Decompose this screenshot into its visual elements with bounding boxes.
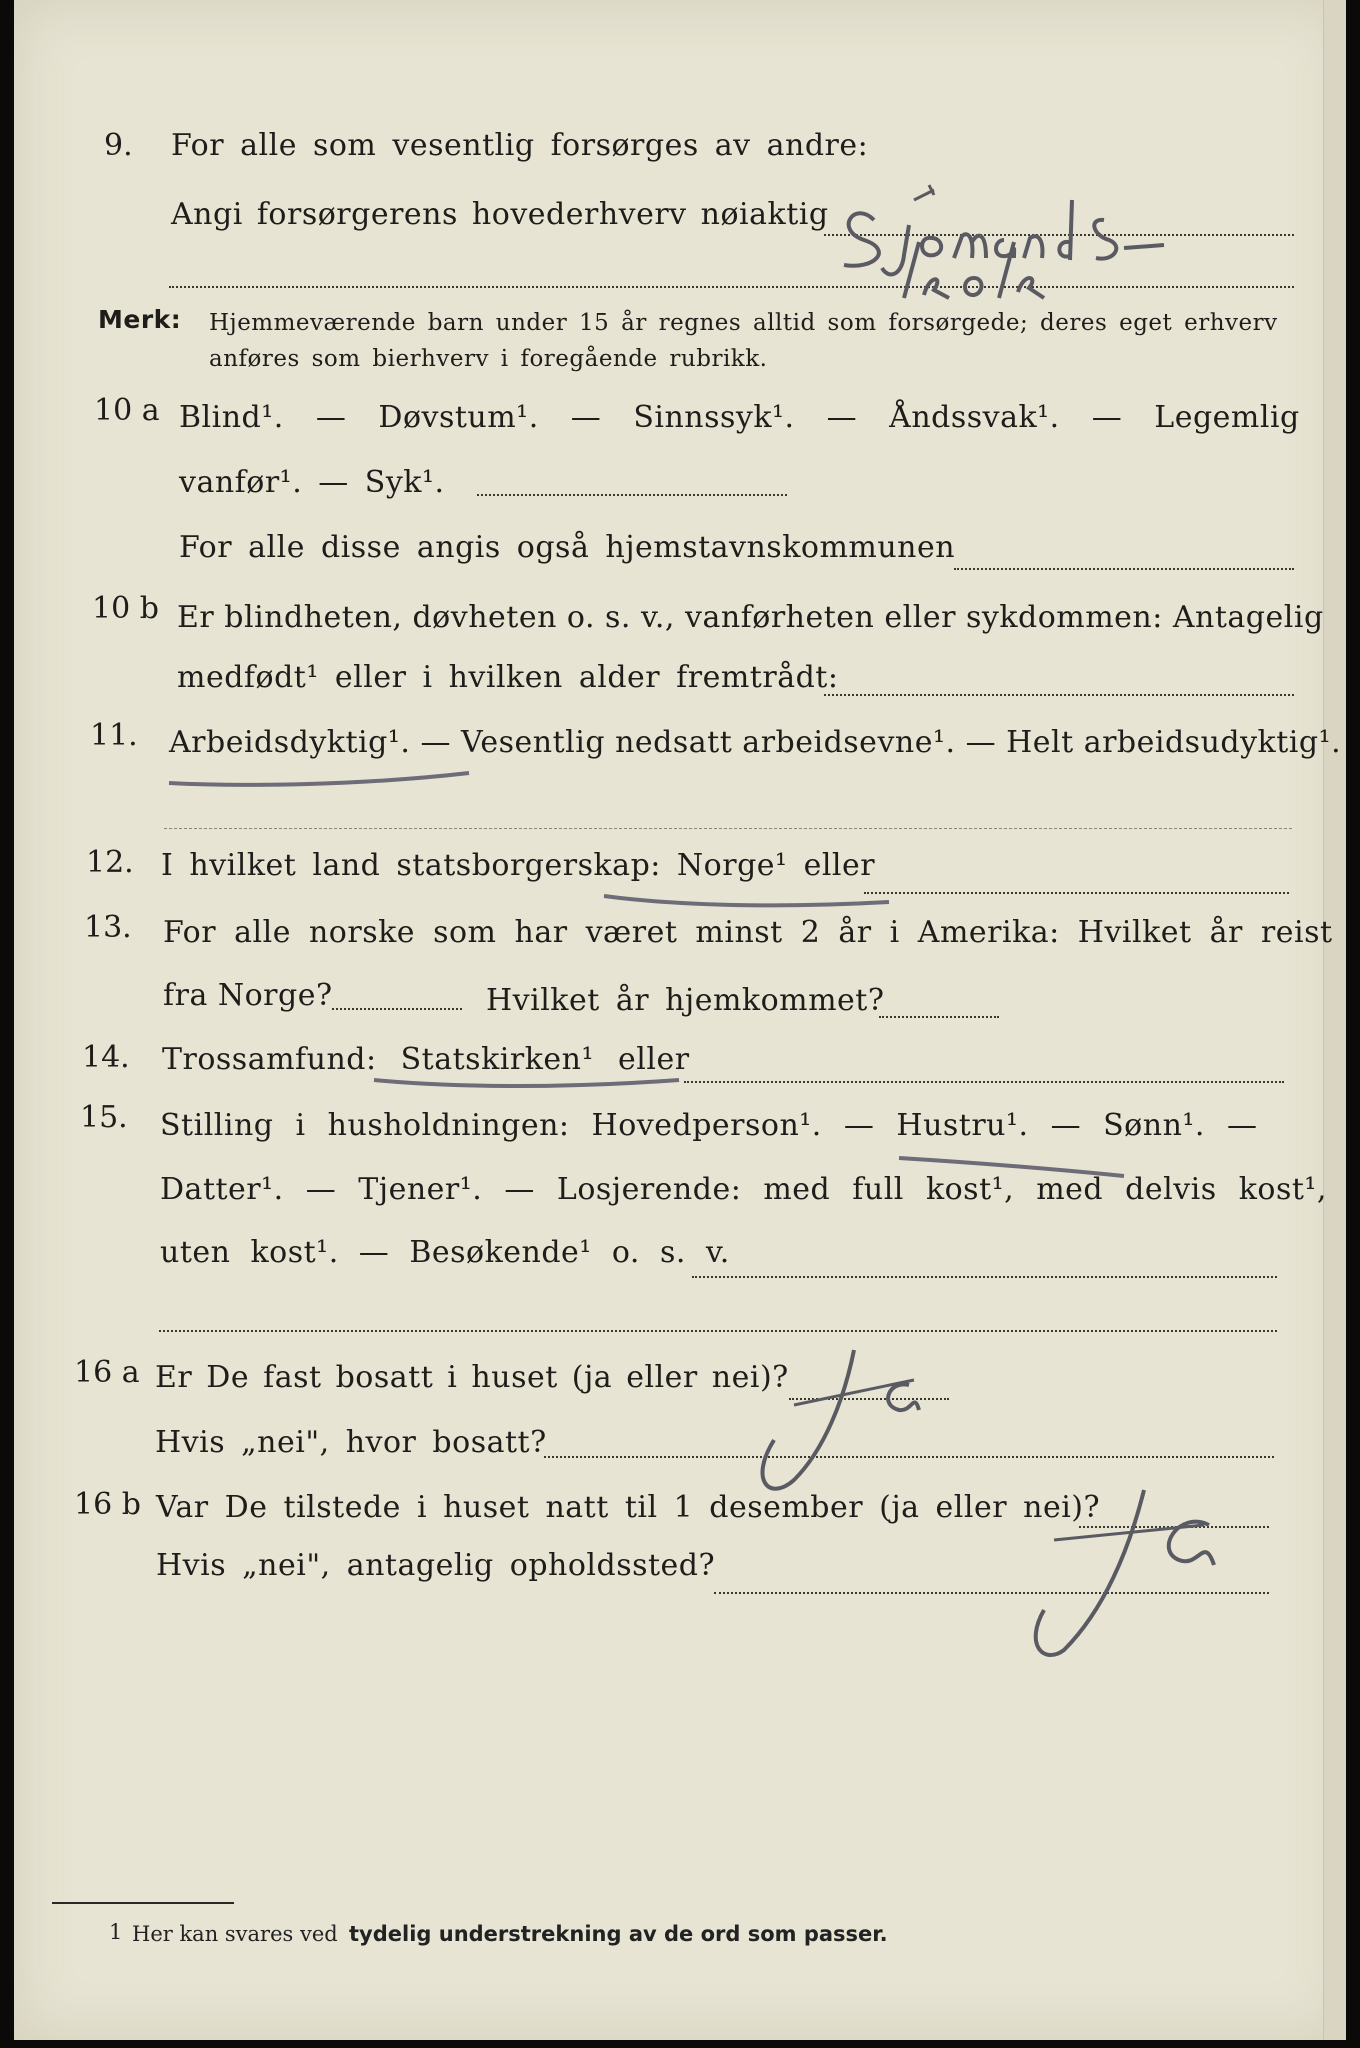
q15-question-line2: Datter¹. — Tjener¹. — Losjerende: med full kost¹, med delvis kost¹, [160, 1172, 1327, 1207]
merk-text-line2: anføres som bierhverv i foregående rubrikk. [209, 346, 768, 372]
q12-answer-line [864, 892, 1289, 894]
q12-underline-mark [599, 886, 899, 912]
q10b-answer-line [824, 694, 1294, 696]
merk-text-line1: Hjemmeværende barn under 15 år regnes alltid som forsørgede; deres eget erhverv [209, 310, 1278, 336]
merk-label: Merk: [98, 305, 182, 334]
q16b-question-line2: Hvis „nei", antagelig opholdssted? [156, 1548, 716, 1583]
q10a-hjemstavn-line [954, 568, 1294, 570]
q10b-question-line2: medfødt¹ eller i hvilken alder fremtrådt: [177, 660, 839, 695]
q13-question-line2a: fra Norge? [163, 978, 333, 1013]
q10b-question-line1: Er blindheten, døvheten o. s. v., vanførheten eller sykdommen: Antagelig [177, 600, 1324, 635]
q14-number: 14. [82, 1040, 130, 1075]
q13-reist-line [332, 1008, 462, 1010]
q16b-question-line1: Var De tilstede i huset natt til 1 desember (ja eller nei)? [156, 1490, 1101, 1525]
q10a-question-line3: For alle disse angis også hjemstavnskommunen [179, 530, 956, 565]
q15-question-line1: Stilling i husholdningen: Hovedperson¹. — Hustru¹. — Sønn¹. — [160, 1108, 1258, 1143]
q15-question-line3: uten kost¹. — Besøkende¹ o. s. v. [160, 1235, 730, 1270]
q9-question-line2: Angi forsørgerens hovederhverv nøiaktig [171, 197, 829, 232]
q13-hjemkommet-line [879, 1016, 999, 1018]
q15-number: 15. [80, 1100, 128, 1135]
q15-answer-line [692, 1276, 1277, 1278]
q9-answer-line-2 [169, 286, 1294, 288]
q12-question-line1: I hvilket land statsborgerskap: Norge¹ eller [161, 848, 876, 883]
footnote-text-bold [349, 1922, 888, 1946]
q16b-opholdssted-line [714, 1592, 1269, 1594]
paper-edge [1323, 0, 1346, 2040]
q13-question-line1: For alle norske som har været minst 2 år i Amerika: Hvilket år reist [163, 915, 1333, 950]
q13-number: 13. [84, 910, 132, 945]
footnote-text-plain: Her kan svares ved [132, 1922, 338, 1946]
q16b-answer-line [1079, 1526, 1269, 1528]
footnote-divider [52, 1902, 234, 1904]
footnote-marker: 1 [109, 1920, 123, 1944]
q10a-answer-line [477, 494, 787, 496]
q10a-question-line1: Blind¹. — Døvstum¹. — Sinnssyk¹. — Åndssvak¹. — Legemlig [179, 400, 1300, 435]
q16a-question-line2: Hvis „nei", hvor bosatt? [155, 1425, 547, 1460]
q9-answer-line [824, 234, 1294, 236]
q10a-question-line2: vanfør¹. — Syk¹. [179, 465, 445, 500]
q11-rule [164, 828, 1292, 829]
q15-answer-line-2 [159, 1330, 1277, 1332]
q13-question-line2b: Hvilket år hjemkommet? [486, 983, 885, 1018]
q10a-number: 10 a [94, 393, 160, 428]
q14-question-line1: Trossamfund: Statskirken¹ eller [162, 1042, 690, 1077]
q9-question-line1: For alle som vesentlig forsørges av andre: [171, 128, 869, 163]
q16a-answer-line [789, 1398, 949, 1400]
census-form-page [14, 0, 1346, 2040]
q14-answer-line [684, 1081, 1284, 1083]
q16a-question-line1: Er De fast bosatt i huset (ja eller nei)? [155, 1360, 789, 1395]
q11-question-line1: Arbeidsdyktig¹. — Vesentlig nedsatt arbeidsevne¹. — Helt arbeidsudyktig¹. [169, 725, 1342, 760]
q10b-number: 10 b [92, 591, 159, 626]
q11-number: 11. [90, 718, 138, 753]
q16b-number: 16 b [74, 1487, 141, 1522]
q16a-number: 16 a [74, 1355, 140, 1390]
q11-underline-mark [164, 765, 484, 795]
footnote-bold-span: tydelig understrekning av de ord som passer. [349, 1922, 888, 1946]
q9-handwritten-answer [834, 180, 1354, 320]
q12-number: 12. [86, 845, 134, 880]
q16a-bosatt-line [544, 1456, 1274, 1458]
q9-number: 9. [104, 128, 133, 163]
